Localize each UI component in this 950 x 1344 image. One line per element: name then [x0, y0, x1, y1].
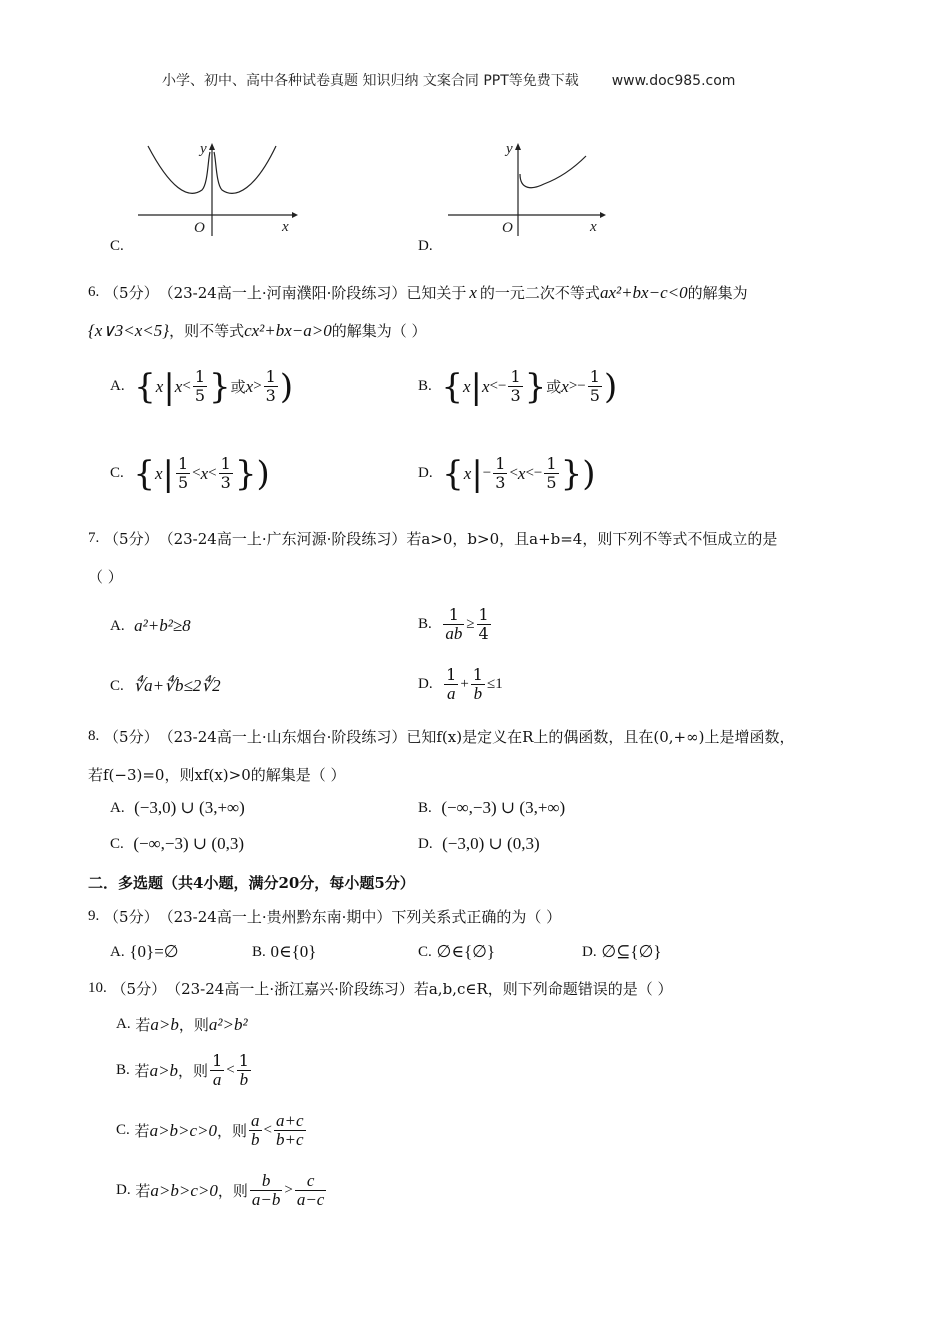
q9-b-expr: 0∈{0}	[270, 942, 317, 961]
graph-c-label: C.	[110, 238, 124, 254]
q9-option-c[interactable]	[418, 942, 495, 962]
q6-source: （23-24高一上·河南濮阳·阶段练习）	[158, 284, 407, 302]
q6-option-b[interactable]: B. { x | x <− $\frac{1}{3}$ } 或 x >− $\frac{1}{5}$ )	[418, 366, 618, 407]
q10-option-c[interactable]: C. 若 a>b>c>0 ，则 $\frac{a}{b}$ < $\frac{a+c}{b+c}$	[116, 1111, 304, 1149]
q10-option-b[interactable]: B. 若 a>b ，则 $\frac{1}{a}$ < $\frac{1}{b}$	[116, 1051, 249, 1089]
q6-a-or: 或	[230, 378, 246, 396]
q8-b-label: B.	[418, 799, 432, 816]
q10-source: （23-24高一上·浙江嘉兴·阶段练习）	[166, 980, 414, 998]
graph-d-origin: O	[502, 220, 513, 236]
graph-d	[440, 138, 620, 238]
graph-d-y-label: y	[506, 141, 513, 157]
q6-a-label: A.	[110, 378, 125, 394]
q10-c-ruo: 若	[134, 1122, 150, 1140]
q6-stem-line2	[88, 320, 427, 341]
q6-ineq1: ax²+bx−c<0	[599, 282, 688, 302]
graph-d-x-label: x	[590, 219, 597, 235]
q6-ineq2: cx²+bx−a>0	[244, 320, 332, 340]
q6-option-c[interactable]: C. { x | $\frac{1}{5}$ < x < $\frac{1}{3}$ })	[110, 453, 270, 494]
q10-c-label: C.	[116, 1122, 130, 1138]
page-header	[162, 70, 735, 90]
q10-c-ze: ，则	[217, 1122, 248, 1140]
q9-number: 9.	[88, 908, 100, 924]
q7-score: （5分）	[104, 530, 159, 548]
q10-d-label: D.	[116, 1182, 131, 1198]
graph-d-label: D.	[418, 238, 433, 254]
q10-b-ze: ，则	[178, 1062, 209, 1080]
q8-stem-line2	[88, 764, 346, 785]
q9-c-label: C.	[418, 943, 432, 960]
q6-stem-line1: 6. （5分） （23-24高一上·河南濮阳·阶段练习） 已知关于 x 的一元二次不等式 ax²+bx−c<0 的解集为	[88, 282, 748, 302]
q6-option-d[interactable]: D. { x | − $\frac{1}{3}$ < x <− $\frac{1}{5}$ })	[418, 453, 596, 494]
q6-set: {x∨3<x<5}	[88, 320, 170, 340]
q9-score: （5分）	[104, 908, 159, 926]
q8-number: 8.	[88, 728, 100, 744]
q9-d-label: D.	[582, 943, 597, 960]
header-url[interactable]: www.doc985.com	[611, 73, 736, 89]
q10-option-a[interactable]: A. 若 a>b ，则 a²>b²	[116, 1014, 248, 1034]
q8-score: （5分）	[104, 728, 159, 746]
q7-option-b[interactable]: B. $\frac{1}{ab}$ ≥ $\frac{1}{4}$	[418, 605, 489, 643]
q6-number: 6.	[88, 284, 100, 300]
q8-d-label: D.	[418, 835, 433, 852]
q7-c-label: C.	[110, 677, 124, 694]
graph-c-x-label: x	[282, 219, 289, 235]
q10-number: 10.	[88, 980, 107, 996]
q7-a-expr: a²+b²≥8	[134, 616, 191, 635]
q6-text1: 已知关于	[406, 284, 467, 302]
q8-c-label: C.	[110, 835, 124, 852]
q8-option-c[interactable]	[110, 834, 244, 854]
q9-stem-text: 下列关系式正确的为（ ）	[391, 908, 562, 926]
q9-a-label: A.	[110, 943, 125, 960]
q9-option-a[interactable]	[110, 942, 179, 962]
q7-number: 7.	[88, 530, 100, 546]
q7-d-label: D.	[418, 676, 433, 692]
graph-c	[130, 138, 310, 238]
q10-stem-text: 若a,b,c∈R，则下列命题错误的是（ ）	[413, 980, 673, 998]
section-2-heading: 二．多选题（共4小题，满分20分，每小题5分）	[88, 874, 415, 892]
q8-a-expr: (−3,0) ∪ (3,+∞)	[134, 798, 245, 817]
q6-option-a[interactable]: A. { x | x < $\frac{1}{5}$ } 或 x > $\frac{1}{3}$ )	[110, 366, 294, 407]
q10-b-label: B.	[116, 1062, 130, 1078]
q6-score: （5分）	[104, 284, 159, 302]
q9-b-label: B.	[252, 943, 266, 960]
header-left-text: 小学、初中、高中各种试卷真题 知识归纳 文案合同 PPT等免费下载	[162, 73, 579, 89]
q8-stem2: 若f(−3)=0，则xf(x)>0的解集是（ ）	[88, 766, 346, 784]
q10-a-ze: ，则	[178, 1016, 209, 1034]
graph-c-y-label: y	[200, 141, 207, 157]
q10-score: （5分）	[111, 980, 167, 998]
q7-option-c[interactable]	[110, 676, 221, 696]
q8-option-a[interactable]	[110, 798, 245, 818]
q8-a-label: A.	[110, 799, 125, 816]
q9-d-expr: ∅⊆{∅}	[601, 942, 662, 961]
q7-option-d[interactable]: D. $\frac{1}{a}$ + $\frac{1}{b}$ ≤1	[418, 665, 503, 703]
q10-b-ruo: 若	[134, 1062, 150, 1080]
q7-a-label: A.	[110, 617, 125, 634]
q8-option-d[interactable]	[418, 834, 540, 854]
q9-source: （23-24高一上·贵州黔东南·期中）	[158, 908, 392, 926]
q6-text5: 的解集为（ ）	[331, 322, 427, 340]
q6-c-label: C.	[110, 465, 124, 481]
q6-d-label: D.	[418, 465, 433, 481]
q6-b-or: 或	[546, 378, 562, 396]
q9-option-b[interactable]	[252, 942, 316, 962]
q8-b-expr: (−∞,−3) ∪ (3,+∞)	[441, 798, 566, 817]
q8-d-expr: (−3,0) ∪ (0,3)	[442, 834, 540, 853]
q6-text4: ，则不等式	[169, 322, 245, 340]
q7-paren: （ ）	[88, 568, 123, 586]
q10-a-label: A.	[116, 1016, 131, 1032]
q7-stem-text: 若a>0，b>0，且a+b=4，则下列不等式不恒成立的是	[406, 530, 778, 548]
q8-stem-line1	[88, 726, 794, 747]
q6-text3: 的解集为	[687, 284, 748, 302]
q9-a-expr: {0}=∅	[129, 942, 179, 961]
q7-option-a[interactable]	[110, 616, 191, 636]
q9-c-expr: ∅∈{∅}	[436, 942, 496, 961]
q9-stem	[88, 906, 561, 927]
q7-stem	[88, 528, 777, 549]
q6-b-label: B.	[418, 378, 432, 394]
q8-option-b[interactable]	[418, 798, 565, 818]
q10-a-ruo: 若	[135, 1016, 151, 1034]
q10-stem	[88, 978, 673, 999]
q7-c-expr: ∜a+∜b≤2∜2	[133, 676, 221, 695]
q8-source: （23-24高一上·山东烟台·阶段练习）	[158, 728, 407, 746]
q7-source: （23-24高一上·广东河源·阶段练习）	[158, 530, 407, 548]
q8-c-expr: (−∞,−3) ∪ (0,3)	[133, 834, 244, 853]
q9-option-d[interactable]	[582, 942, 662, 962]
graph-c-origin: O	[194, 220, 205, 236]
q6-text2: 的一元二次不等式	[479, 284, 600, 302]
q8-stem1: 已知f(x)是定义在R上的偶函数，且在(0,+∞)上是增函数，	[406, 728, 795, 746]
q10-option-d[interactable]: D. 若 a>b>c>0 ，则 $\frac{b}{a-b}$ > $\frac{c}{a-c}$	[116, 1171, 325, 1209]
q10-d-ruo: 若	[135, 1182, 151, 1200]
q7-b-label: B.	[418, 616, 432, 632]
q10-d-ze: ，则	[217, 1182, 248, 1200]
